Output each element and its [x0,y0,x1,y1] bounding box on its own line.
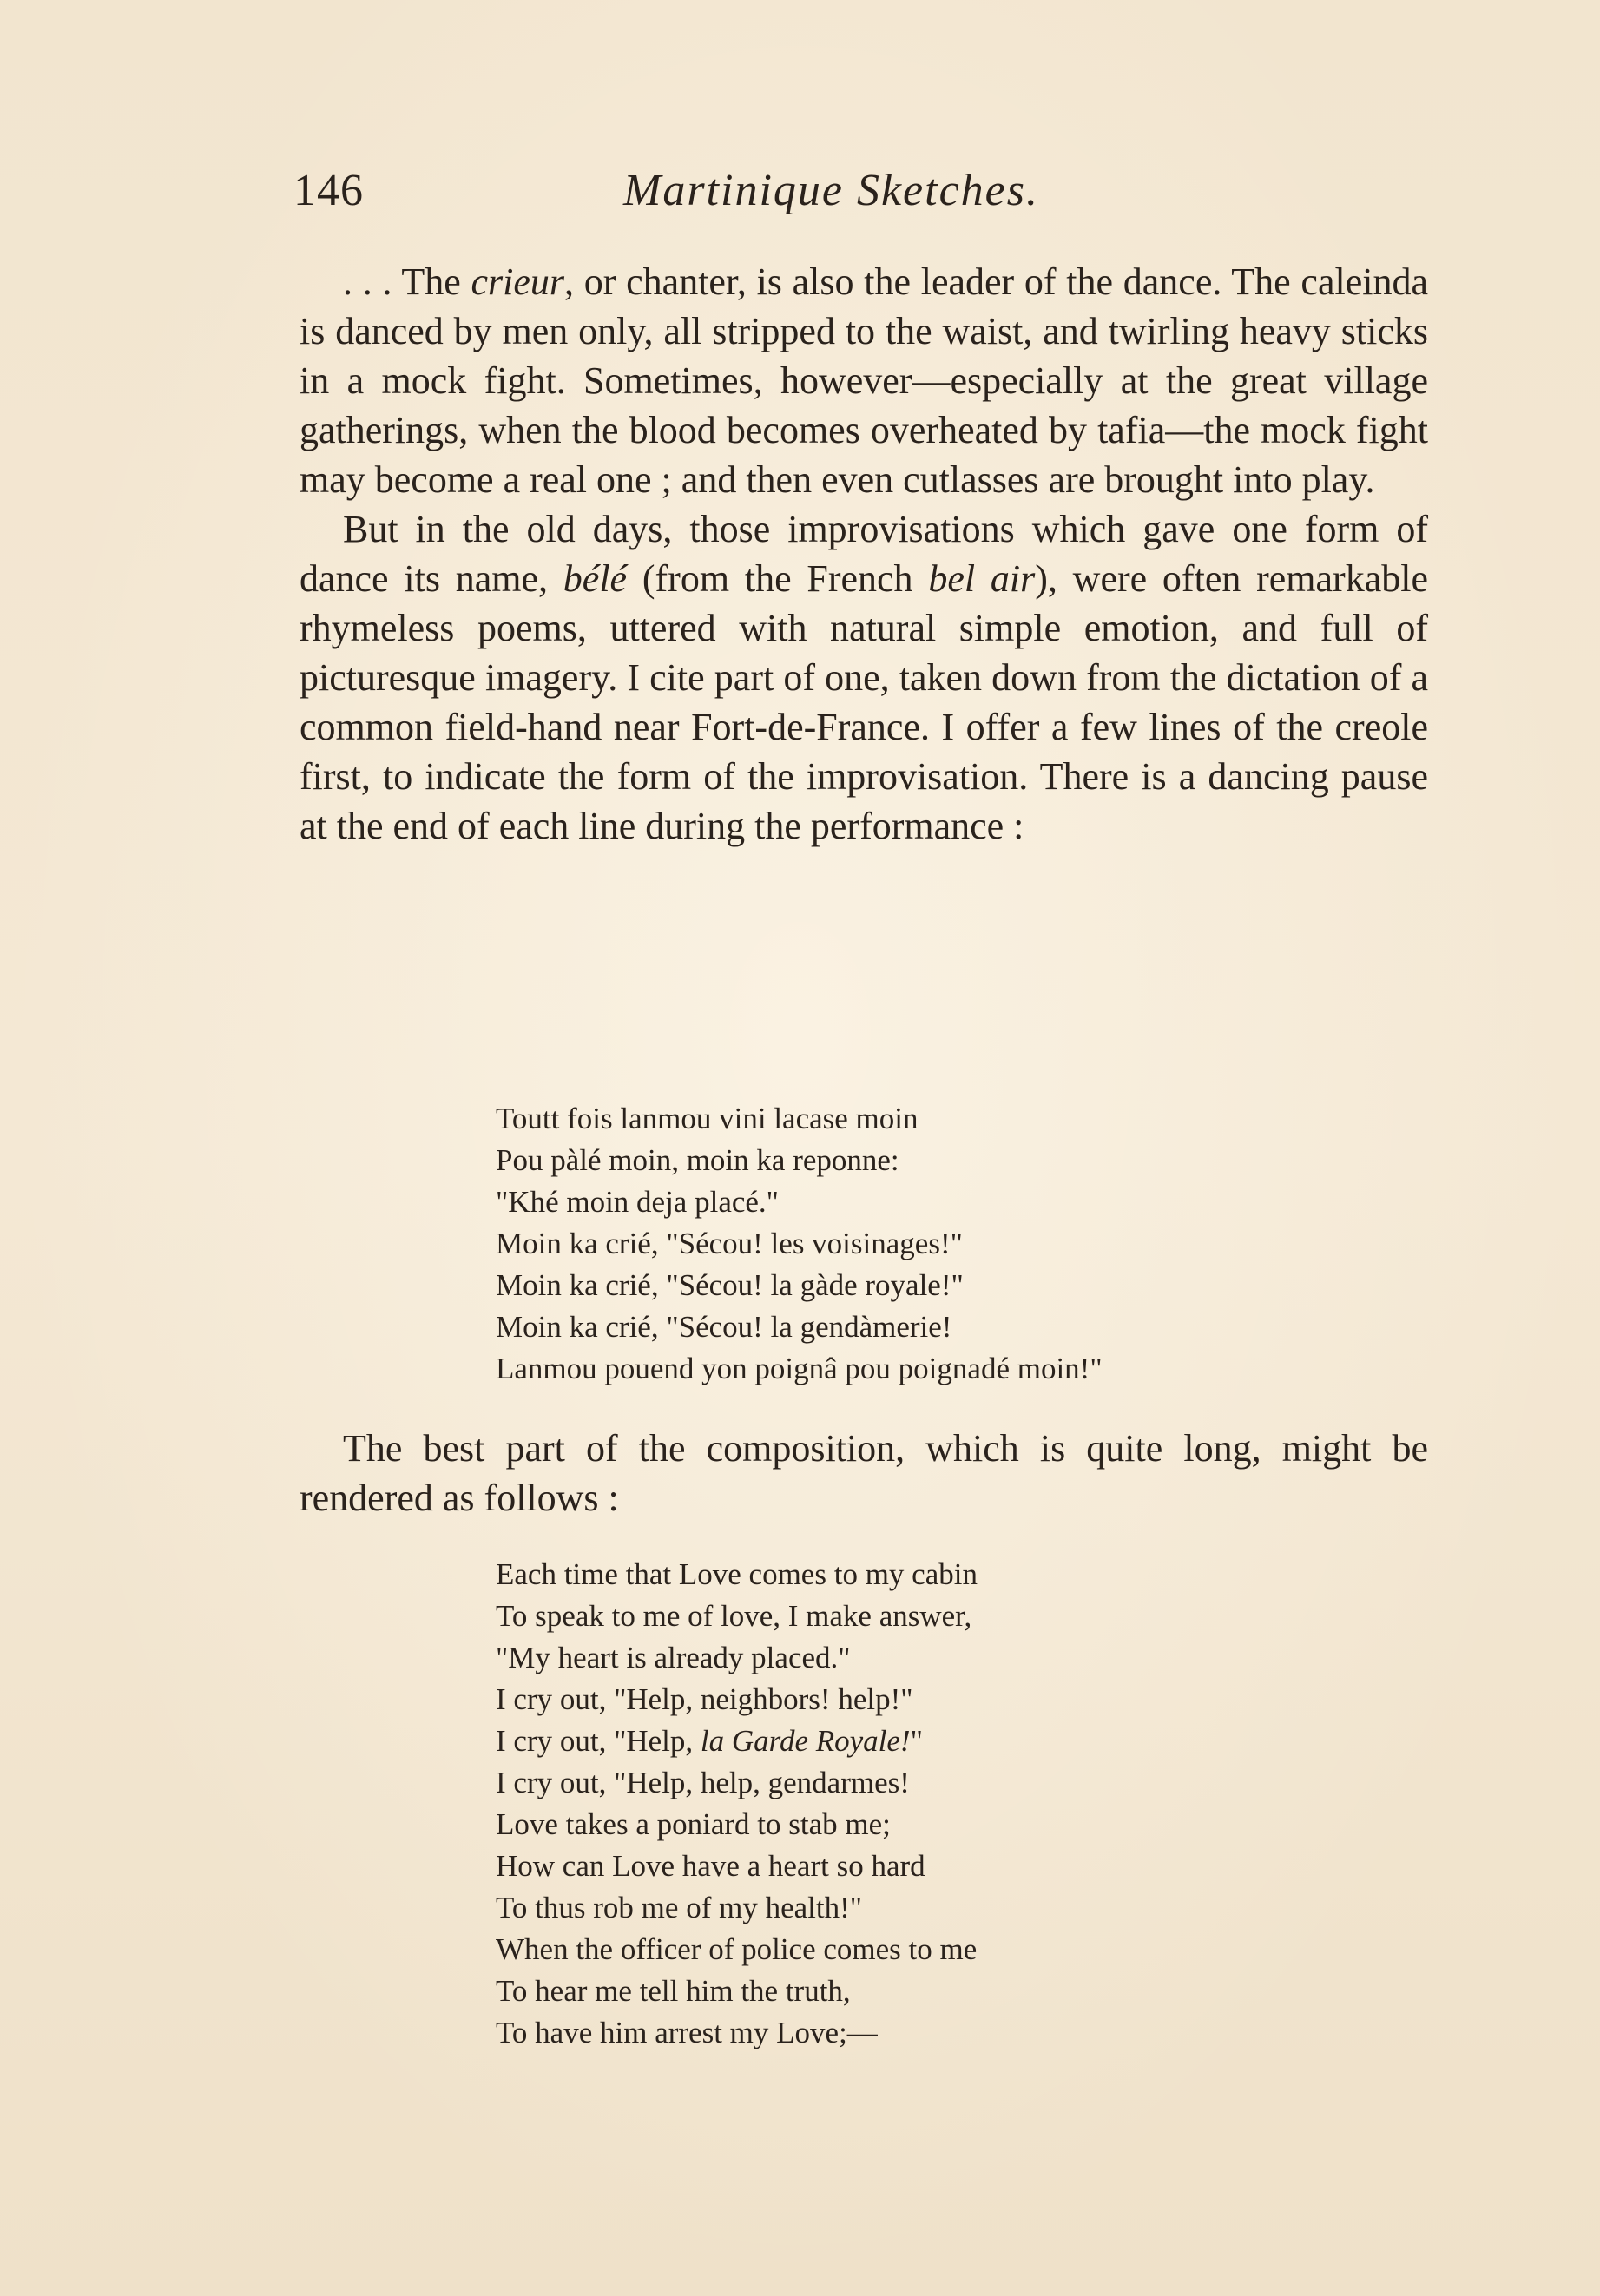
text-run: I cry out, "Help, help, gendarmes! [496,1766,910,1799]
creole-verse-line: Moin ka crié, "Sécou! la gendàmerie! [496,1310,952,1344]
paragraph-best-part-text: The best part of the composition, which is quite long, might be rendered as follows : [300,1427,1428,1519]
page-number: 146 [293,166,364,215]
text-run: To hear me tell him the truth, [496,1974,851,2008]
english-verse-line [496,1679,978,1720]
creole-verse-line: Toutt fois lanmou vini lacase moin [496,1102,919,1135]
running-title: Martinique Sketches. [623,166,1039,215]
english-verse-line [496,1970,978,2012]
english-verse-line [496,1845,978,1887]
text-run: When the officer of police comes to me [496,1932,978,1966]
text-run: To thus rob me of my health!" [496,1891,863,1924]
creole-verse-line: Moin ka crié, "Sécou! la gàde royale!" [496,1268,964,1302]
english-verse [496,1554,978,2054]
paragraph-crieur [300,257,1428,504]
text-run: ), were often remarkable rhymeless poems, uttered with natural simple emotion, and full of picturesque imagery. I cite part of one, taken down from the dictation of a common field-hand near Fort-de-France. I offer a few lines of the creole first, to indicate the form of the improvisation. There is a dancing pause at the end of each line during the performance : [300,557,1428,847]
english-verse-line [496,1804,978,1845]
english-verse-line [496,1554,978,1595]
creole-verse-line: Moin ka crié, "Sécou! les voisinages!" [496,1227,963,1260]
english-verse-line [496,1595,978,1637]
text-run: To have him arrest my Love;— [496,2016,878,2049]
text-run: . . . The [343,260,471,303]
text-run: , or chanter, is also the leader of the dance. The caleinda is danced by men only, all stripped to the waist, and twirling heavy sticks in a mock fight. Sometimes, however—especially at the great village gatherings, when the blood becomes overheated by tafia—the mock fight may become a real one ; and then even cutlasses are brought into play. [300,260,1428,501]
italic-text: la Garde Royale! [700,1724,911,1758]
text-run: I cry out, "Help, neighbors! help!" [496,1682,913,1716]
text-run: To speak to me of love, I make answer, [496,1599,972,1633]
text-run: How can Love have a heart so hard [496,1849,925,1883]
body-text [300,257,1428,851]
text-run: Each time that Love comes to my cabin [496,1557,978,1591]
creole-verse-line: "Khé moin deja placé." [496,1185,779,1219]
italic-text: bel air [928,557,1036,600]
page-header [293,165,1439,234]
paragraph-improvisations [300,504,1428,851]
creole-verse [496,1098,1103,1390]
english-verse-line [496,1720,978,1762]
text-run: "My heart is already placed." [496,1641,851,1674]
text-run: (from the French [627,557,929,600]
paragraph-best-part-wrap [300,1424,1428,1523]
creole-verse-line: Pou pàlé moin, moin ka reponne: [496,1143,899,1177]
text-run: Love takes a poniard to stab me; [496,1807,891,1841]
text-run: I cry out, "Help, [496,1724,701,1758]
italic-text: crieur [471,260,565,303]
text-run: But in the old days, those improvisations which gave one form of dance its name, [300,508,1428,600]
english-verse-line [496,1887,978,1929]
italic-text: bélé [563,557,628,600]
english-verse-line [496,1929,978,1970]
text-run: " [910,1724,923,1758]
english-verse-line [496,1762,978,1804]
english-verse-line [496,2012,978,2054]
paragraph-best-part [300,1424,1428,1523]
creole-verse-line: Lanmou pouend yon poignâ pou poignadé moin!" [496,1352,1103,1385]
english-verse-line [496,1637,978,1679]
